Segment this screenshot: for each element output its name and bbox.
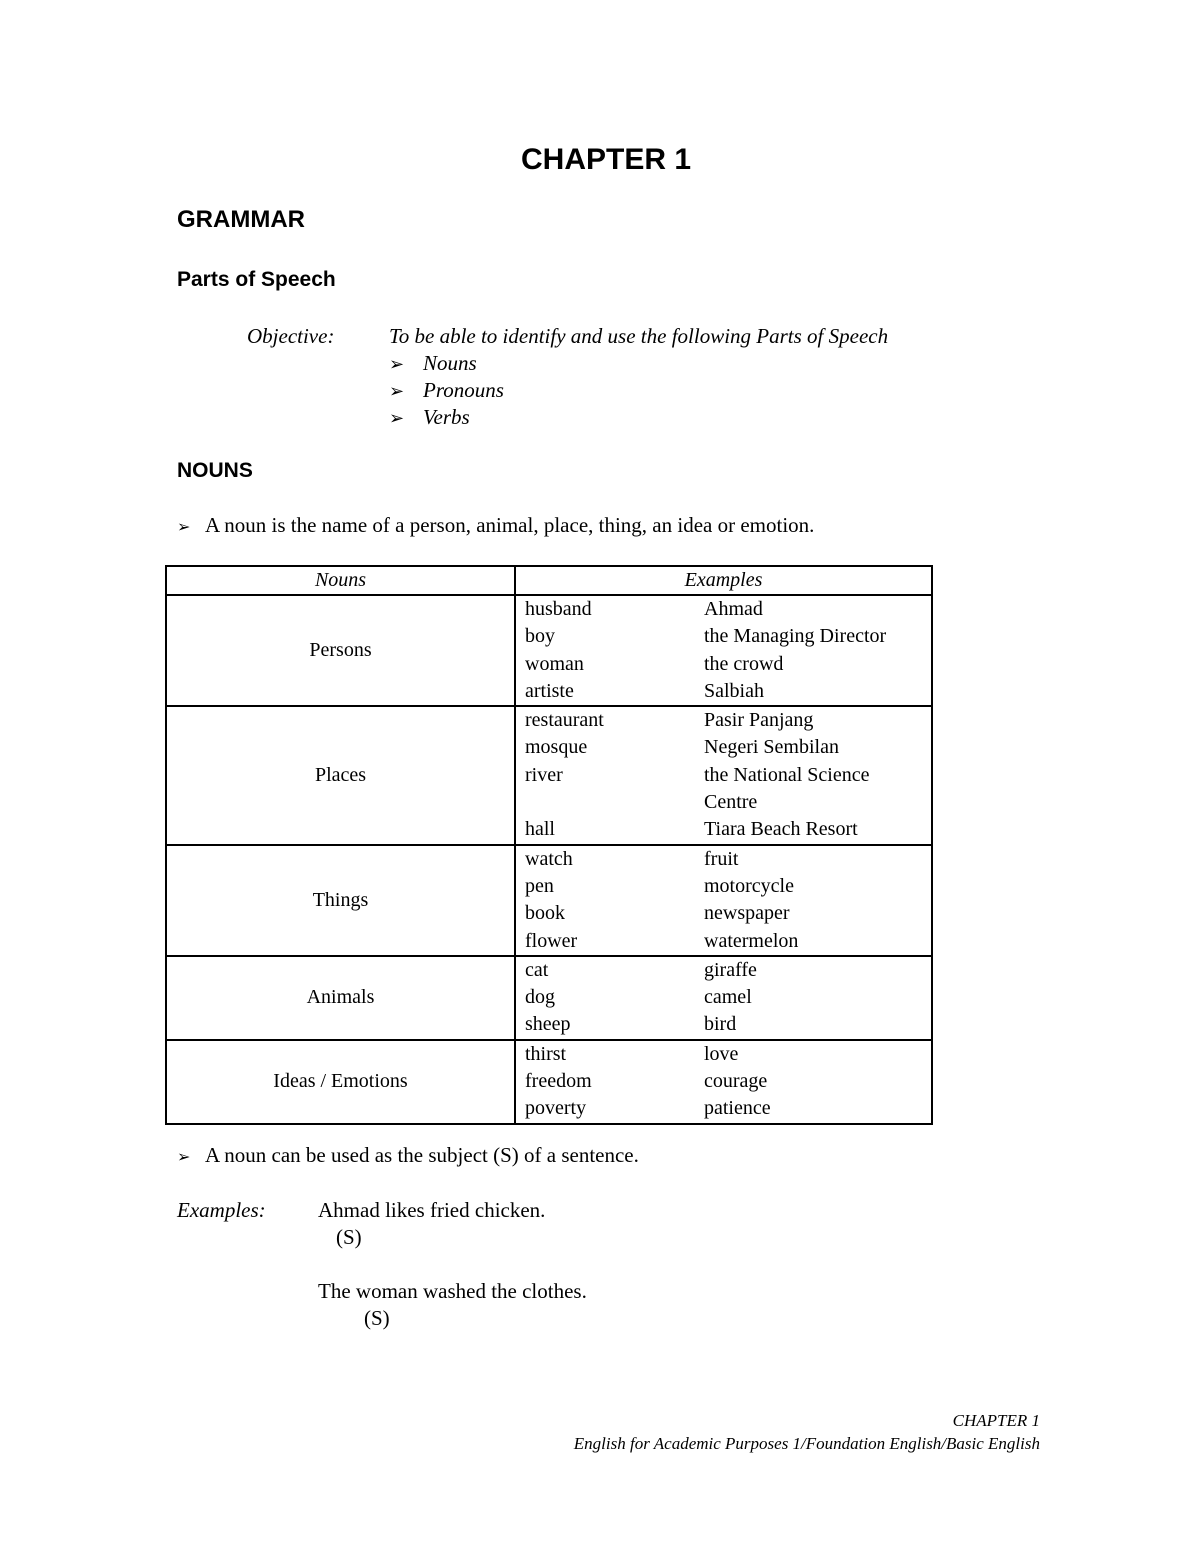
table-body xyxy=(166,595,932,1124)
triangle-bullet-icon: ➢ xyxy=(177,1149,191,1166)
category-cell: Things xyxy=(166,845,515,956)
example-proper: courage xyxy=(704,1070,768,1093)
example-line xyxy=(516,816,931,843)
footer-chapter: CHAPTER 1 xyxy=(952,1411,1040,1430)
example-line xyxy=(516,707,931,734)
example-proper: Ahmad xyxy=(704,598,763,620)
table-row xyxy=(166,956,932,1040)
subject-point-text: A noun can be used as the subject (S) of a sentence. xyxy=(205,1143,639,1167)
example-line xyxy=(516,596,931,623)
table-header-row xyxy=(166,566,932,595)
example-word: pen xyxy=(525,874,554,897)
example-line xyxy=(516,873,931,900)
subsection-title: Parts of Speech xyxy=(177,268,336,291)
objective-item-label: Pronouns xyxy=(423,378,504,402)
example-proper: Pasir Panjang xyxy=(704,709,814,732)
footer-course: English for Academic Purposes 1/Foundation English/Basic English xyxy=(573,1434,1040,1453)
example-line xyxy=(516,678,931,705)
example-line xyxy=(516,789,931,816)
example-proper: the crowd xyxy=(704,652,784,675)
example-line xyxy=(516,762,931,789)
example-line xyxy=(516,984,931,1011)
example-word: watch xyxy=(525,847,573,870)
subject-marker: (S) xyxy=(336,1225,362,1249)
example-word: cat xyxy=(525,958,549,981)
objective-item-label: Verbs xyxy=(423,405,470,429)
objective-item-label: Nouns xyxy=(423,351,477,375)
example-proper: motorcycle xyxy=(704,874,794,897)
table-row xyxy=(166,595,932,706)
examples-cell xyxy=(515,706,932,844)
example-word: hall xyxy=(525,818,555,841)
example-line xyxy=(516,1041,931,1068)
objective-text: To be able to identify and use the following Parts of Speech xyxy=(389,324,889,348)
example-word: freedom xyxy=(525,1070,592,1093)
example-word: mosque xyxy=(525,736,588,759)
example-word: sheep xyxy=(525,1013,571,1036)
arrow-bullet-icon: ➢ xyxy=(389,354,405,374)
example-proper: Centre xyxy=(704,791,758,814)
example-word: thirst xyxy=(525,1042,567,1065)
example-line xyxy=(516,1095,931,1122)
example-proper: giraffe xyxy=(704,958,757,981)
examples-cell xyxy=(515,956,932,1040)
category-cell: Persons xyxy=(166,595,515,706)
examples-cell xyxy=(515,845,932,956)
objective-label: Objective: xyxy=(247,324,335,348)
triangle-bullet-icon: ➢ xyxy=(177,519,191,536)
example-proper: fruit xyxy=(704,847,739,870)
examples-label: Examples: xyxy=(177,1198,266,1222)
example-proper: Tiara Beach Resort xyxy=(704,818,858,841)
example-proper: Negeri Sembilan xyxy=(704,736,839,759)
table-row xyxy=(166,1040,932,1124)
objective-item xyxy=(389,351,477,376)
subject-marker: (S) xyxy=(364,1306,390,1330)
column-header-nouns: Nouns xyxy=(166,566,515,595)
arrow-bullet-icon: ➢ xyxy=(389,381,405,401)
example-word: poverty xyxy=(525,1097,587,1120)
example-proper: watermelon xyxy=(704,929,799,952)
example-word: artiste xyxy=(525,679,574,702)
arrow-bullet-icon: ➢ xyxy=(389,408,405,428)
examples-cell xyxy=(515,1040,932,1124)
example-line xyxy=(516,651,931,678)
example-line xyxy=(516,846,931,873)
subject-point xyxy=(177,1143,639,1168)
example-line xyxy=(516,900,931,927)
example-word: woman xyxy=(525,652,584,675)
example-word: dog xyxy=(525,986,555,1009)
chapter-title: CHAPTER 1 xyxy=(520,143,692,176)
objective-item xyxy=(389,378,504,403)
example-line xyxy=(516,1011,931,1038)
example-line xyxy=(516,957,931,984)
example-line xyxy=(516,623,931,650)
example-proper: love xyxy=(704,1042,739,1065)
example-proper: newspaper xyxy=(704,902,790,925)
example-proper: bird xyxy=(704,1013,737,1036)
example-word: flower xyxy=(525,929,578,952)
objective-item xyxy=(389,405,470,430)
category-cell: Animals xyxy=(166,956,515,1040)
section-title: GRAMMAR xyxy=(177,206,305,233)
table-row xyxy=(166,845,932,956)
example-word: husband xyxy=(525,598,592,620)
example-word: river xyxy=(525,763,563,786)
category-cell: Places xyxy=(166,706,515,844)
example-proper: the National Science xyxy=(704,763,870,786)
definition-point xyxy=(177,513,814,538)
examples-cell xyxy=(515,595,932,706)
example-proper: Salbiah xyxy=(704,679,764,702)
nouns-heading: NOUNS xyxy=(177,459,253,482)
definition-text: A noun is the name of a person, animal, place, thing, an idea or emotion. xyxy=(205,513,815,537)
example-line xyxy=(516,734,931,761)
example-proper: patience xyxy=(704,1097,771,1120)
example-sentence: The woman washed the clothes. xyxy=(318,1279,587,1303)
example-line xyxy=(516,928,931,955)
example-sentence: Ahmad likes fried chicken. xyxy=(318,1198,546,1222)
category-cell: Ideas / Emotions xyxy=(166,1040,515,1124)
example-word: restaurant xyxy=(525,709,604,732)
example-word: book xyxy=(525,902,565,925)
nouns-table xyxy=(165,565,933,1125)
example-word: boy xyxy=(525,625,555,648)
table-row xyxy=(166,706,932,844)
example-proper: camel xyxy=(704,986,752,1009)
column-header-examples: Examples xyxy=(515,566,932,595)
example-proper: the Managing Director xyxy=(704,625,887,648)
example-line xyxy=(516,1068,931,1095)
